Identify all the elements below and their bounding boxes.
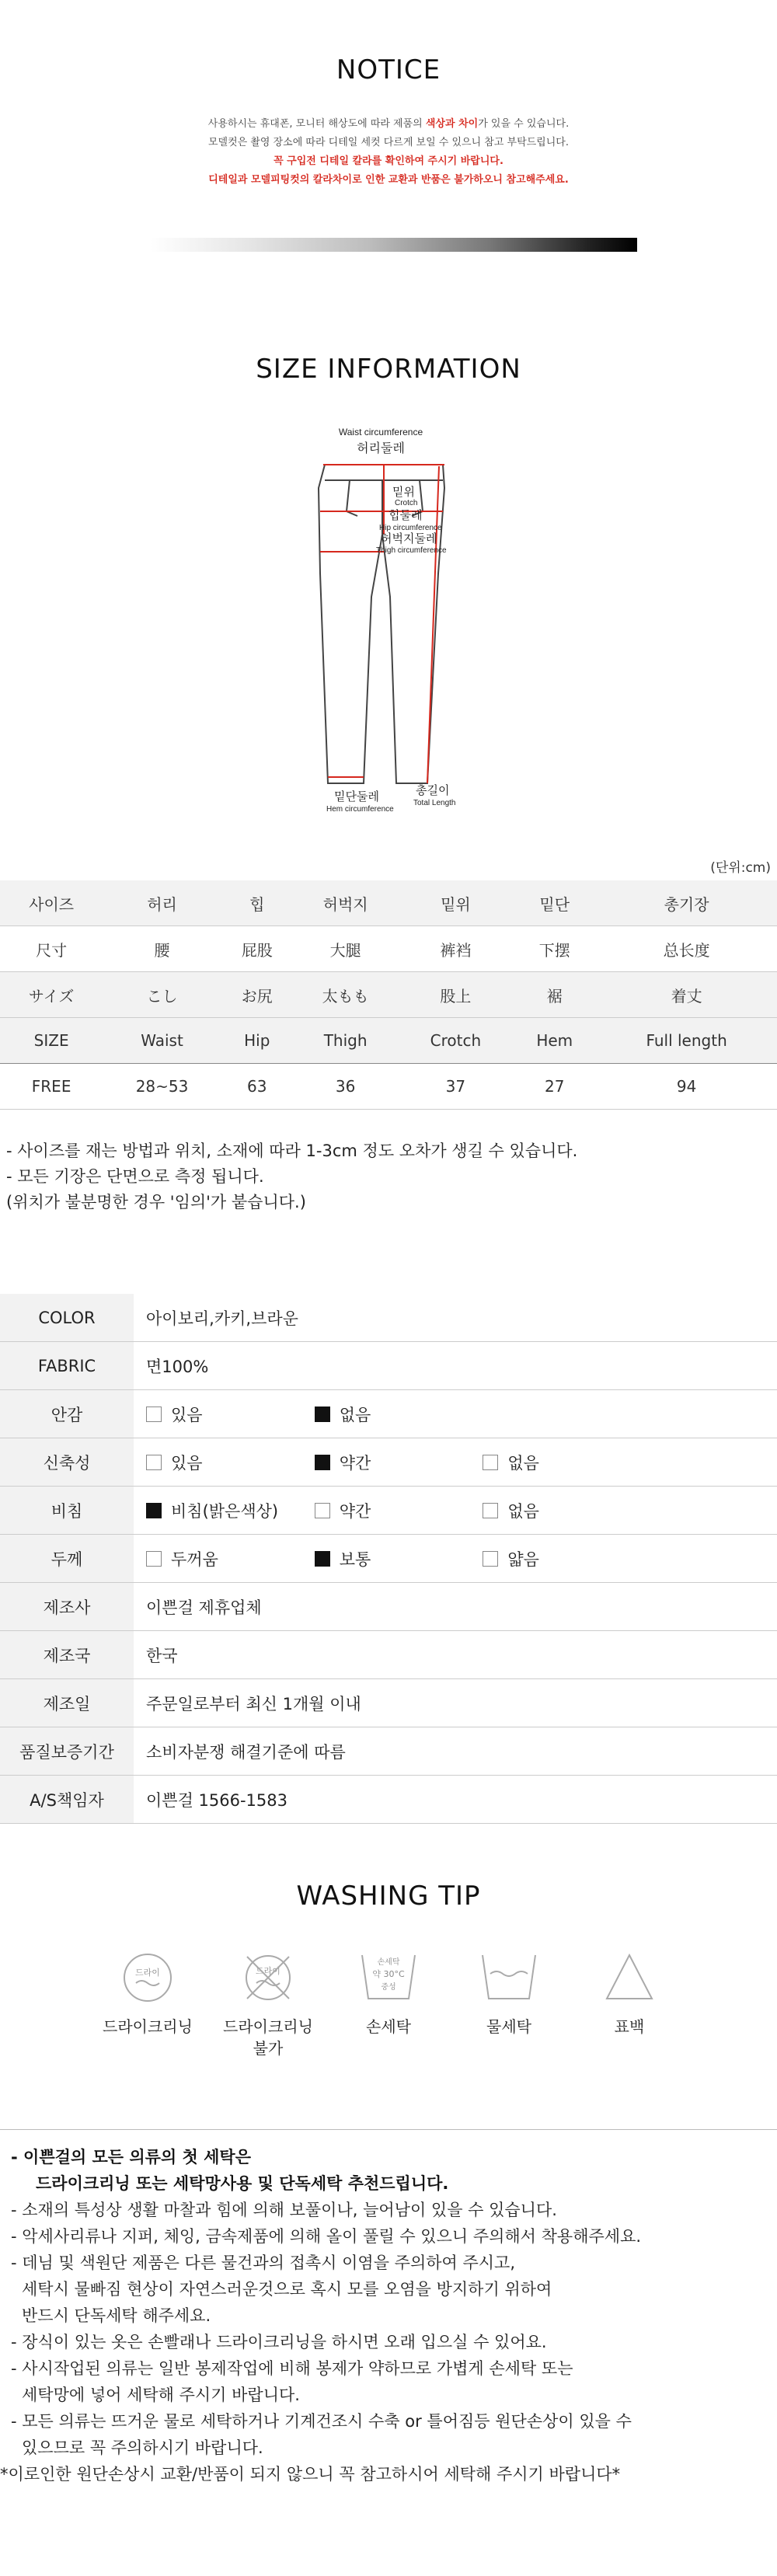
lining-label: 안감 bbox=[0, 1390, 134, 1438]
size-table-cell: 36 bbox=[293, 1064, 399, 1110]
color-row bbox=[0, 1294, 777, 1342]
size-table-cell: 힙 bbox=[221, 880, 293, 926]
wash-note: 드라이크리닝 또는 세탁망사용 및 단독세탁 추천드립니다. bbox=[36, 2174, 449, 2193]
size-table-cell: 尺寸 bbox=[0, 926, 103, 972]
size-table-cell: 裾 bbox=[513, 972, 596, 1018]
sheer-row bbox=[0, 1487, 777, 1535]
date-label: 제조일 bbox=[0, 1679, 134, 1727]
unit-label: (단위:cm) bbox=[710, 860, 771, 876]
stretch-label: 신축성 bbox=[0, 1438, 134, 1487]
as-row bbox=[0, 1776, 777, 1824]
checkbox-filled-icon bbox=[315, 1407, 330, 1422]
date-row bbox=[0, 1679, 777, 1727]
lining-row bbox=[0, 1390, 777, 1438]
warranty-value: 소비자분쟁 해결기준에 따름 bbox=[134, 1727, 777, 1776]
checkbox-empty-icon bbox=[146, 1407, 162, 1422]
checkbox-filled-icon bbox=[146, 1503, 162, 1518]
size-table-cell: 사이즈 bbox=[0, 880, 103, 926]
checkbox-empty-icon bbox=[315, 1503, 330, 1518]
size-note: - 사이즈를 재는 방법과 위치, 소재에 따라 1-3cm 정도 오차가 생길 수 있습니다. bbox=[6, 1142, 578, 1160]
size-table-cell: Hem bbox=[513, 1018, 596, 1064]
svg-text:손세탁: 손세탁 bbox=[377, 1958, 400, 1967]
size-table-row bbox=[0, 972, 777, 1018]
date-value: 주문일로부터 최신 1개월 이내 bbox=[134, 1679, 777, 1727]
size-table-cell: 63 bbox=[221, 1064, 293, 1110]
water-wash-icon bbox=[479, 1950, 538, 2005]
size-info-title: SIZE INFORMATION bbox=[256, 354, 521, 385]
waist-en-label: Waist circumference bbox=[338, 427, 423, 437]
size-notes bbox=[6, 1138, 577, 1215]
svg-text:드라이: 드라이 bbox=[256, 1966, 280, 1976]
sheer-option: 없음 bbox=[483, 1499, 646, 1522]
washing-notes bbox=[0, 2129, 777, 2487]
size-note: (위치가 불분명한 경우 '임의'가 붙습니다.) bbox=[6, 1193, 306, 1211]
size-table-cell: 大腿 bbox=[293, 926, 399, 972]
size-table-cell: Crotch bbox=[398, 1018, 513, 1064]
color-label: COLOR bbox=[0, 1294, 134, 1342]
wash-note: - 데님 및 색원단 제품은 다른 물건과의 접촉시 이염을 주의하여 주시고, bbox=[11, 2254, 516, 2272]
wash-note: *이로인한 원단손상시 교환/반품이 되지 않으니 꼭 참고하시어 세탁해 주시기 바랍니다* bbox=[0, 2465, 621, 2484]
fabric-label: FABRIC bbox=[0, 1342, 134, 1390]
fabric-table bbox=[0, 1294, 777, 1824]
thickness-row bbox=[0, 1535, 777, 1583]
lining-option: 있음 bbox=[146, 1403, 309, 1426]
bleach-label: 표백 bbox=[614, 2017, 645, 2036]
size-table-cell: 밑단 bbox=[513, 880, 596, 926]
wash-note: 세탁시 물빠짐 현상이 자연스러운것으로 혹시 모를 오염을 방지하기 위하여 bbox=[22, 2280, 552, 2299]
maker-row bbox=[0, 1583, 777, 1631]
bleach-item bbox=[575, 1950, 684, 2037]
wash-note: - 사시작업된 의류는 일반 봉제작업에 비해 봉제가 약하므로 가볍게 손세탁 또는 bbox=[11, 2359, 573, 2378]
hand-wash-icon bbox=[359, 1950, 418, 2005]
size-table-cell: 총기장 bbox=[596, 880, 777, 926]
dry-clean-label: 드라이크리닝 bbox=[103, 2017, 193, 2036]
size-table-cell: 밑위 bbox=[398, 880, 513, 926]
size-table-cell: 허벅지 bbox=[293, 880, 399, 926]
no-dry-clean-item bbox=[214, 1950, 322, 2059]
bleach-icon bbox=[602, 1950, 657, 2005]
size-table-cell: こし bbox=[103, 972, 221, 1018]
waist-ko-label: 허리둘레 bbox=[357, 442, 405, 455]
size-table-cell: 太もも bbox=[293, 972, 399, 1018]
size-table-cell: 裤裆 bbox=[398, 926, 513, 972]
size-table-cell: Hip bbox=[221, 1018, 293, 1064]
hem-en-label: Hem circumference bbox=[326, 805, 394, 814]
sheer-option: 약간 bbox=[315, 1499, 478, 1522]
maker-label: 제조사 bbox=[0, 1583, 134, 1631]
stretch-option: 있음 bbox=[146, 1451, 309, 1474]
svg-text:드라이: 드라이 bbox=[135, 1968, 160, 1978]
fabric-value: 면100% bbox=[134, 1342, 777, 1390]
svg-text:약 30°C: 약 30°C bbox=[372, 1969, 405, 1979]
dry-clean-icon bbox=[120, 1950, 175, 2005]
thickness-option: 얇음 bbox=[483, 1547, 646, 1570]
no-dry-clean-icon bbox=[241, 1950, 295, 2005]
size-table-cell: 股上 bbox=[398, 972, 513, 1018]
water-wash-item bbox=[455, 1950, 563, 2037]
size-table-cell: Thigh bbox=[293, 1018, 399, 1064]
notice-line-2: 모델컷은 촬영 장소에 따라 디테일 세컷 다르게 보일 수 있으니 참고 부탁드립니다. bbox=[207, 137, 569, 148]
size-table-cell: 27 bbox=[513, 1064, 596, 1110]
hem-ko-label: 밑단둘레 bbox=[334, 790, 379, 803]
country-row bbox=[0, 1631, 777, 1679]
pants-illustration bbox=[280, 418, 513, 822]
washing-icons bbox=[93, 1950, 684, 2067]
size-table-cell: 屁股 bbox=[221, 926, 293, 972]
wash-note: - 장식이 있는 옷은 손빨래나 드라이크리닝을 하시면 오래 입으실 수 있어요. bbox=[11, 2333, 547, 2351]
size-table-cell: 37 bbox=[398, 1064, 513, 1110]
as-value: 이쁜걸 1566-1583 bbox=[134, 1776, 777, 1824]
size-table-cell: FREE bbox=[0, 1064, 103, 1110]
fabric-row bbox=[0, 1342, 777, 1390]
wash-note: - 모든 의류는 뜨거운 물로 세탁하거나 기계건조시 수축 or 틀어짐등 원단손상이 있을 수 bbox=[11, 2412, 632, 2431]
hip-en-label: Hip circumference bbox=[379, 524, 442, 532]
checkbox-empty-icon bbox=[483, 1455, 498, 1470]
notice-line-1: 사용하시는 휴대폰, 모니터 해상도에 따라 제품의 색상과 차이가 있을 수 있습니다. bbox=[207, 118, 570, 130]
size-table-cell: 着丈 bbox=[596, 972, 777, 1018]
checkbox-filled-icon bbox=[315, 1551, 330, 1567]
pants-diagram bbox=[280, 418, 513, 822]
as-label: A/S책임자 bbox=[0, 1776, 134, 1824]
size-table-cell: 28~53 bbox=[103, 1064, 221, 1110]
notice-line-3: 꼭 구입전 디테일 칼라를 확인하여 주시기 바랍니다. bbox=[274, 155, 503, 167]
size-table-cell: 下摆 bbox=[513, 926, 596, 972]
size-note: - 모든 기장은 단면으로 측정 됩니다. bbox=[6, 1167, 264, 1186]
size-table-cell: 总长度 bbox=[596, 926, 777, 972]
size-table-row bbox=[0, 1018, 777, 1064]
lining-option: 없음 bbox=[315, 1403, 478, 1426]
checkbox-empty-icon bbox=[483, 1503, 498, 1518]
country-label: 제조국 bbox=[0, 1631, 134, 1679]
thigh-ko-label: 허벅지둘레 bbox=[381, 532, 437, 546]
notice-text bbox=[0, 115, 777, 190]
water-wash-label: 물세탁 bbox=[486, 2017, 531, 2036]
color-value: 아이보리,카키,브라운 bbox=[134, 1294, 777, 1342]
warranty-label: 품질보증기간 bbox=[0, 1727, 134, 1776]
sheer-label: 비침 bbox=[0, 1487, 134, 1535]
sheer-option: 비침(밝은색상) bbox=[146, 1499, 309, 1522]
size-table-row bbox=[0, 880, 777, 926]
dry-clean-item bbox=[93, 1950, 202, 2037]
size-table-row bbox=[0, 1064, 777, 1110]
size-table-cell: サイズ bbox=[0, 972, 103, 1018]
color-gradient-bar bbox=[150, 238, 637, 252]
checkbox-empty-icon bbox=[146, 1551, 162, 1567]
wash-note: 있으므로 꼭 주의하시기 바랍니다. bbox=[22, 2438, 263, 2457]
wash-note: - 이쁜걸의 모든 의류의 첫 세탁은 bbox=[11, 2148, 251, 2166]
hand-wash-item bbox=[334, 1950, 443, 2037]
thickness-option: 보통 bbox=[315, 1547, 478, 1570]
thigh-en-label: Thigh circumference bbox=[376, 546, 447, 555]
crotch-ko-label: 밑위 bbox=[392, 486, 415, 499]
maker-value: 이쁜걸 제휴업체 bbox=[134, 1583, 777, 1631]
wash-note: - 소재의 특성상 생활 마찰과 힘에 의해 보풀이나, 늘어남이 있을 수 있습니다. bbox=[11, 2201, 557, 2219]
size-table-cell: 94 bbox=[596, 1064, 777, 1110]
stretch-option: 없음 bbox=[483, 1451, 646, 1474]
hip-ko-label: 힙둘레 bbox=[388, 509, 423, 522]
checkbox-filled-icon bbox=[315, 1455, 330, 1470]
checkbox-empty-icon bbox=[483, 1551, 498, 1567]
wash-note: - 악세사리류나 지퍼, 체잉, 금속제품에 의해 올이 풀릴 수 있으니 주의해서 착용해주세요. bbox=[11, 2227, 642, 2246]
no-dry-clean-label: 드라이크리닝 불가 bbox=[223, 2017, 313, 2058]
size-table-cell: Full length bbox=[596, 1018, 777, 1064]
length-en-label: Total Length bbox=[413, 799, 456, 807]
notice-line-4: 디테일과 모델피팅컷의 칼라차이로 인한 교환과 반품은 불가하오니 참고해주세요. bbox=[208, 174, 569, 186]
hand-wash-label: 손세탁 bbox=[366, 2017, 411, 2036]
size-table bbox=[0, 880, 777, 1110]
size-table-cell: お尻 bbox=[221, 972, 293, 1018]
wash-note: 세탁망에 넣어 세탁해 주시기 바랍니다. bbox=[22, 2386, 300, 2404]
size-table-cell: SIZE bbox=[0, 1018, 103, 1064]
size-table-row bbox=[0, 926, 777, 972]
thickness-label: 두께 bbox=[0, 1535, 134, 1583]
crotch-en-label: Crotch bbox=[395, 499, 418, 507]
notice-title: NOTICE bbox=[336, 54, 441, 85]
size-table-cell: 腰 bbox=[103, 926, 221, 972]
warranty-row bbox=[0, 1727, 777, 1776]
country-value: 한국 bbox=[134, 1631, 777, 1679]
stretch-row bbox=[0, 1438, 777, 1487]
stretch-option: 약간 bbox=[315, 1451, 478, 1474]
thickness-option: 두꺼움 bbox=[146, 1547, 309, 1570]
wash-note: 반드시 단독세탁 해주세요. bbox=[22, 2306, 211, 2325]
length-ko-label: 총길이 bbox=[416, 784, 450, 797]
size-table-cell: 허리 bbox=[103, 880, 221, 926]
washing-tip-title: WASHING TIP bbox=[296, 1881, 481, 1912]
svg-text:중성: 중성 bbox=[381, 1983, 396, 1992]
checkbox-empty-icon bbox=[146, 1455, 162, 1470]
size-table-cell: Waist bbox=[103, 1018, 221, 1064]
